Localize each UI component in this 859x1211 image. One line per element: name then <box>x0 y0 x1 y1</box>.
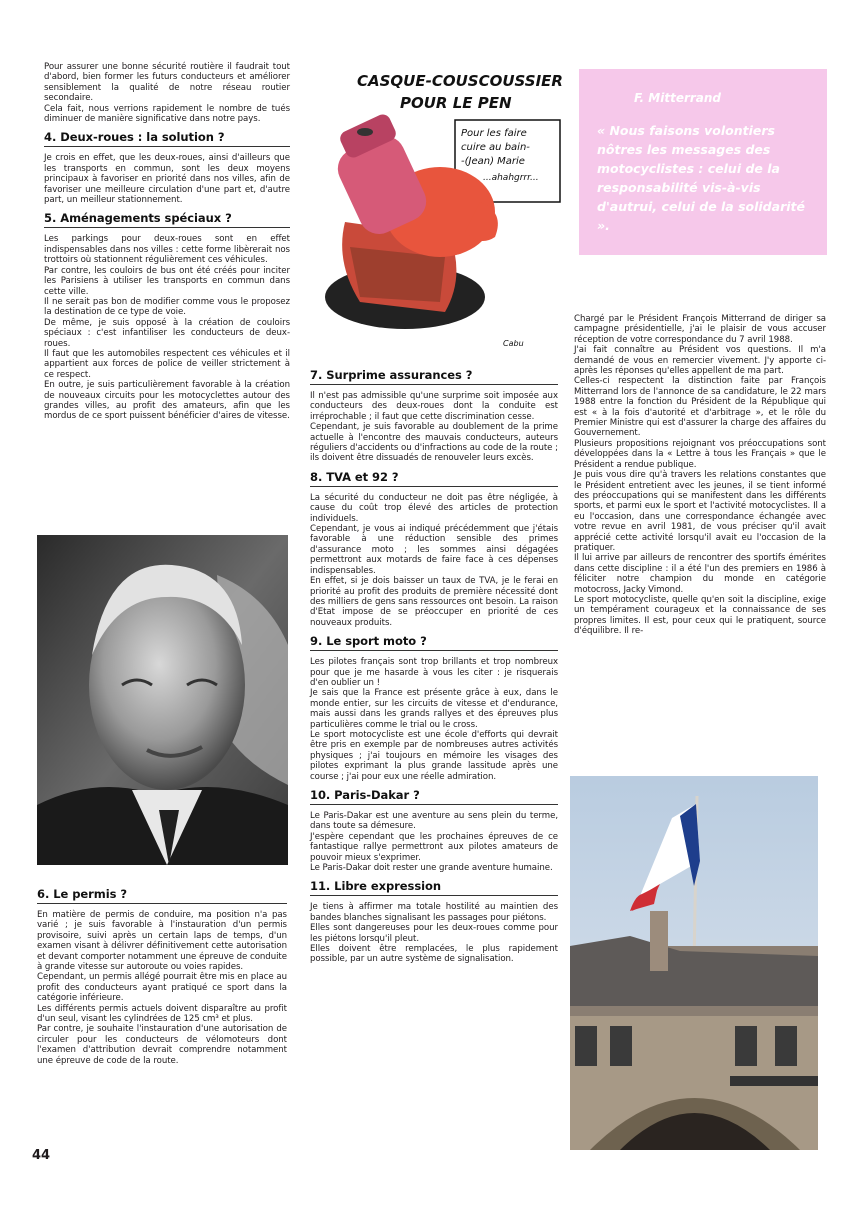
svg-text:...ahahgrrr...: ...ahahgrrr... <box>483 173 539 183</box>
paragraph: Le Paris-Dakar doit rester une grande aventure humaine. <box>310 863 553 874</box>
paragraph: Elles sont dangereuses pour les deux-roues comme pour les piétons lorsqu'il pleut. <box>310 923 558 944</box>
section-7-body <box>310 391 558 464</box>
section-6-title: 6. Le permis ? <box>37 887 287 904</box>
svg-text:Pour les faire: Pour les faire <box>461 128 527 139</box>
paragraph: Par contre, les couloirs de bus ont été créés pour inciter les Parisiens à utiliser les transports en commun dans cette ville. <box>44 265 290 297</box>
paragraph: Il faut que les automobiles respectent ces véhicules et il appartient aux forces de police de veiller strictement à ce respect. <box>44 348 290 380</box>
paragraph: De même, je suis opposé à la création de couloirs spéciaux : c'est infantiliser les conducteurs de deux-roues. <box>44 317 290 349</box>
paragraph: Cependant, je suis favorable au doublement de la prime actuelle à l'encontre des mauvais conducteurs, auteurs réguliers d'accidents ou d'infractions au code de la route ; ils doivent être dissuadés de renouveler leurs excès. <box>310 422 558 464</box>
section-9-title: 9. Le sport moto ? <box>310 634 558 651</box>
column-1-lower <box>37 887 287 1066</box>
section-7-title: 7. Surprime assurances ? <box>310 368 558 385</box>
paragraph: Les différents permis actuels doivent disparaître au profit d'un seul, visant les cylindrées de 125 cm³ et plus. <box>37 1003 287 1025</box>
paragraph: Il n'est pas admissible qu'une surprime soit imposée aux conducteurs des deux-roues dont la conduite est irréprochable ; il faut que cette discrimination cesse. <box>310 391 558 422</box>
column-1 <box>44 62 290 422</box>
section-4-title: 4. Deux-roues : la solution ? <box>44 130 290 147</box>
svg-text:cuire au bain-: cuire au bain- <box>461 142 530 153</box>
section-5-body <box>44 234 290 421</box>
quote-box-text: « Nous faisons volontiers nôtres les messages des motocyclistes : celui de la responsabilité vis-à-vis d'autrui, celui de la solidarité ». <box>597 123 805 233</box>
section-6-body <box>37 910 287 1066</box>
column-3 <box>574 314 826 637</box>
paragraph: Je puis vous dire qu'à travers les relations constantes que le Président entretient avec les jeunes, il se tient informé des préoccupations qui se manifestent dans les différents sports, et parmi eux le sport et l'activité motocyclistes. Il a eu l'occasion, dans une correspondance échangée avec votre revue en avril 1981, de vous préciser qu'il avait apprécié cette activité lorsqu'il avait eu l'occasion de la pratiquer. <box>574 470 826 553</box>
section-4-body <box>44 153 290 205</box>
elysee-photo <box>570 776 818 1150</box>
quote-box <box>579 69 827 255</box>
section-5-title: 5. Aménagements spéciaux ? <box>44 211 290 228</box>
svg-text:-(Jean) Marie: -(Jean) Marie <box>461 156 525 167</box>
paragraph: En outre, je suis particulièrement favorable à la création de nouveaux circuits pour les motocyclettes autour des grandes villes, au profit des amateurs, afin que les mordus de ce sport puissent bénéficier d'aires de vitesse. <box>44 380 290 422</box>
paragraph: Par contre, je souhaite l'instauration d'une autorisation de circuler pour les conducteurs de vélomoteurs dont l'examen d'attribution devrait comprendre notamment une épreuve de code de la route. <box>37 1024 287 1066</box>
paragraph: Cela fait, nous verrions rapidement le nombre de tués diminuer de manière significative dans notre pays. <box>44 103 290 125</box>
cartoon-title-1: CASQUE-COUSCOUSSIER <box>357 72 563 90</box>
paragraph: La sécurité du conducteur ne doit pas être négligée, à cause du coût trop élevé des articles de protection individuels. <box>310 492 558 524</box>
paragraph: Je sais que la France est présente grâce à eux, dans le monde entier, sur les circuits de vitesse et d'endurance, mais aussi dans les grands rallyes et des épreuves plus particulières comme le trial ou le cross. <box>310 688 558 730</box>
paragraph: Elles doivent être remplacées, le plus rapidement possible, par un autre système de signalisation. <box>310 944 558 965</box>
section-8-body <box>310 493 558 628</box>
quote-box-title: F. Mitterrand <box>634 91 722 105</box>
paragraph: J'ai fait connaître au Président vos questions. Il m'a demandé de vous en remercier vivement. J'y apporte ci-après les réponses qu'elles appellent de ma part. <box>574 345 826 377</box>
section-9-body <box>310 657 558 782</box>
cartoon-title-2: POUR LE PEN <box>400 94 512 112</box>
paragraph: Le sport motocycliste, quelle qu'en soit la discipline, exige un tempérament courageux et la connaissance de ses propres limites. Il est, pour ceux qui le pratiquent, source d'équilibre. Il re- <box>574 594 826 637</box>
paragraph: Il lui arrive par ailleurs de rencontrer des sportifs émérites dans cette discipline : il a été l'un des premiers en 1986 à féliciter notre champion du monde en catégorie motocross, Jacky Vimond. <box>574 553 826 595</box>
paragraph: Le sport motocycliste est une école d'efforts qui devrait être pris en exemple par de nombreuses autres activités physiques ; j'ai toujours en mémoire les visages des pilotes exprimant la plus grande lassitude après une course ; j'ai pour eux une réelle admiration. <box>310 729 558 782</box>
section-10-title: 10. Paris-Dakar ? <box>310 788 558 805</box>
paragraph: Il ne serait pas bon de modifier comme vous le proposez la destination de ce type de voie. <box>44 296 290 318</box>
paragraph: Pour assurer une bonne sécurité routière il faudrait tout d'abord, bien former les futurs conducteurs et améliorer sensiblement la qualité de notre réseau routier secondaire. <box>44 62 290 104</box>
paragraph: En matière de permis de conduire, ma position n'a pas varié ; je suis favorable à l'instauration d'un permis provisoire, suivi après un certain laps de temps, d'un examen visant à délivrer définitivement cette autorisation et devant comporter notamment une épreuve de conduite à grande vitesse sur autoroute ou voies rapides. <box>37 910 287 973</box>
paragraph: J'espère cependant que les prochaines épreuves de ce fantastique rallye permettront aux pilotes amateurs de pouvoir mieux s'exprimer. <box>310 831 558 863</box>
paragraph: Je tiens à affirmer ma totale hostilité au maintien des bandes blanches signalisant les passages pour piétons. <box>310 902 558 923</box>
section-10-body <box>310 811 558 873</box>
letter-body <box>574 314 826 637</box>
section-11-body <box>310 902 558 964</box>
paragraph: Cependant, un permis allégé pourrait être mis en place au profit des conducteurs ayant pratiqué ce sport dans la catégorie inférieure. <box>37 972 287 1004</box>
paragraph: Chargé par le Président François Mitterrand de diriger sa campagne présidentielle, j'ai le plaisir de vous accuser réception de votre correspondance du 7 avril 1988. <box>574 314 826 345</box>
paragraph: Les parkings pour deux-roues sont en effet indispensables dans nos villes : cette forme libèrerait nos trottoirs où stationnent régulièrement ces véhicules. <box>44 234 290 266</box>
paragraph: En effet, si je dois baisser un taux de TVA, je le ferai en priorité au profit des produits de première nécessité dont des milliers de gens sans ressources ont besoin. La raison d'Etat impose de se préoccuper en priorité de ces nouveaux produits. <box>310 576 558 628</box>
portrait-photo <box>37 535 288 865</box>
intro-text <box>44 62 290 124</box>
column-2 <box>310 368 558 965</box>
section-8-title: 8. TVA et 92 ? <box>310 470 558 487</box>
cartoon-signature: Cabu <box>503 339 524 348</box>
section-11-title: 11. Libre expression <box>310 879 558 896</box>
paragraph: Les pilotes français sont trop brillants et trop nombreux pour que je me hasarde à vous les citer : je risquerais d'en oublier un ! <box>310 657 558 688</box>
paragraph: Plusieurs propositions rejoignant vos préoccupations sont développées dans la « Lettre à tous les Français » que le Président a rendue publique. <box>574 438 826 470</box>
paragraph: Celles-ci respectent la distinction faite par François Mitterrand lors de l'annonce de sa candidature, le 22 mars 1988 entre la fonction du Président de la République qui est « à la fois d'autorité et d'arbitrage », et le rôle du Premier Ministre qui est d'assurer la charge des affaires du Gouvernement. <box>574 376 826 439</box>
cartoon <box>305 62 567 352</box>
paragraph: Je crois en effet, que les deux-roues, ainsi d'ailleurs que les transports en commun, sont les deux moyens principaux à favoriser en priorité dans nos villes, afin de favoriser une meilleure circulation d'une part et, d'autre part, un meilleur stationnement. <box>44 153 290 206</box>
paragraph: Cependant, je vous ai indiqué précédemment que j'étais favorable à une réduction sensible des primes d'assurance moto ; les sommes ainsi dégagées permettront aux motards de faire face à ces dépenses indispensables. <box>310 524 558 576</box>
paragraph: Le Paris-Dakar est une aventure au sens plein du terme, dans toute sa démesure. <box>310 811 558 832</box>
page-number: 44 <box>32 1148 51 1163</box>
